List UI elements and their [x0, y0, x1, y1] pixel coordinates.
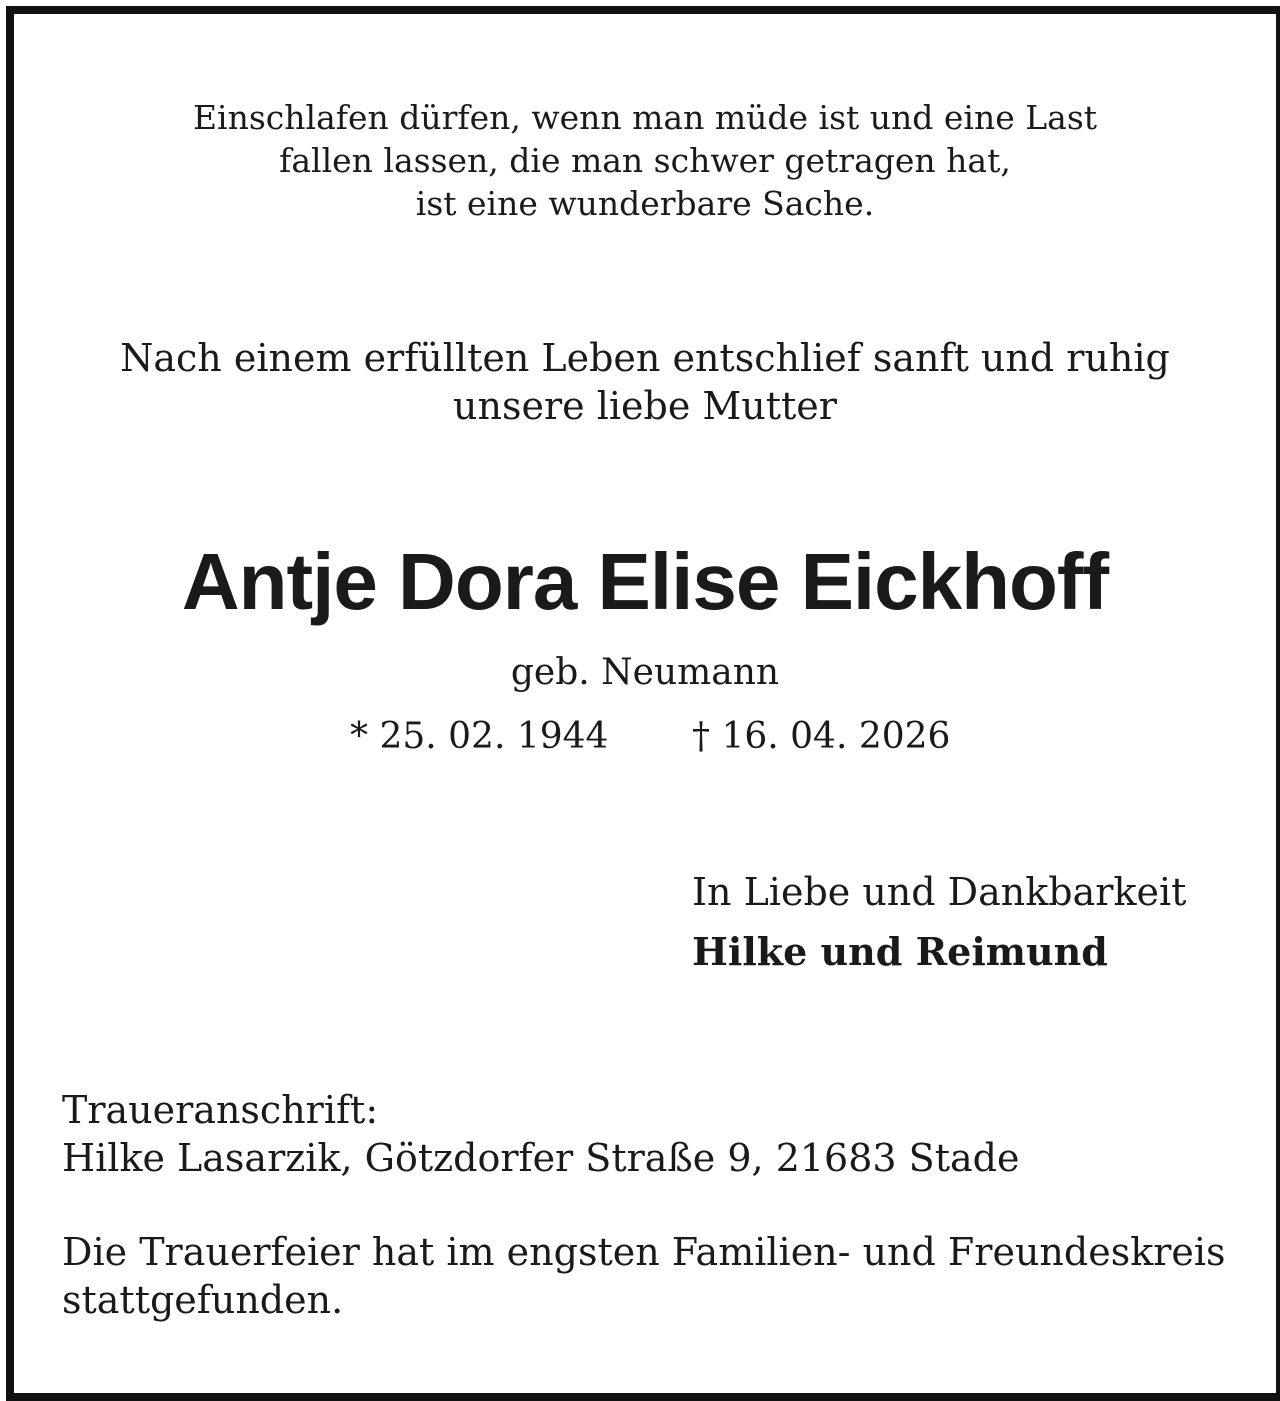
address-label: Traueranschrift: — [62, 1088, 379, 1132]
ceremony-line-1: Die Trauerfeier hat im engsten Familien- und Freundeskreis — [62, 1230, 1226, 1274]
mourners-phrase: In Liebe und Dankbarkeit — [692, 870, 1187, 914]
address-line: Hilke Lasarzik, Götzdorfer Straße 9, 21683 Stade — [62, 1136, 1020, 1180]
quote-line-2: fallen lassen, die man schwer getragen hat, — [279, 141, 1011, 180]
deceased-name: Antje Dora Elise Eickhoff — [181, 537, 1109, 626]
quote-line-1: Einschlafen dürfen, wenn man müde ist und eine Last — [192, 98, 1098, 137]
quote-line-3: ist eine wunderbare Sache. — [415, 184, 875, 223]
maiden-name: geb. Neumann — [510, 652, 780, 693]
birth-date: * 25. 02. 1944 — [350, 716, 609, 757]
mourners-names: Hilke und Reimund — [692, 929, 1108, 974]
ceremony-line-2: stattgefunden. — [62, 1278, 344, 1322]
epigraph-quote — [14, 96, 1276, 225]
death-date: † 16. 04. 2026 — [692, 716, 951, 757]
ceremony-note — [62, 1228, 1252, 1324]
intro-text — [14, 334, 1276, 430]
intro-line-2: unsere liebe Mutter — [453, 384, 837, 428]
intro-line-1: Nach einem erfüllten Leben entschlief sanft und ruhig — [120, 336, 1170, 380]
obituary-frame — [6, 6, 1280, 1401]
life-dates — [14, 714, 1276, 760]
